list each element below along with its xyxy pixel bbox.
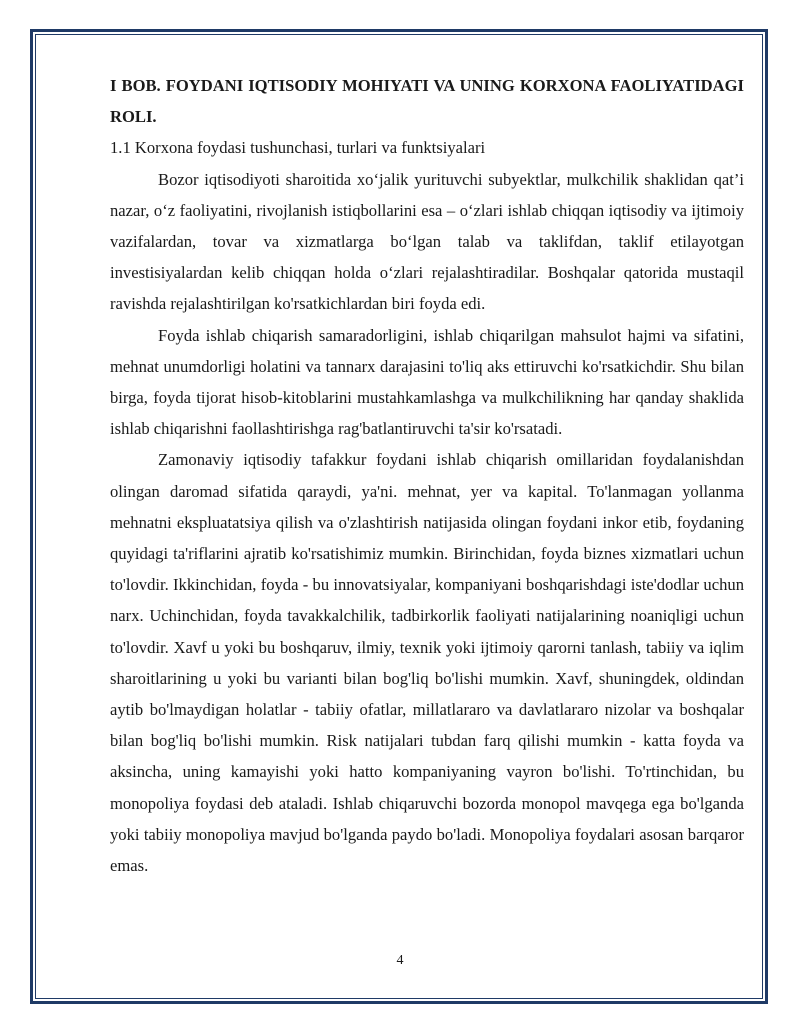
paragraph-2: Foyda ishlab chiqarish samaradorligini, ishlab chiqarilgan mahsulot hajmi va sifatini, mehnat unumdorligi holatini va tannarx darajasini to'liq aks ettiruvchi ko'rsatkichdir. Shu bilan birga, foyda tijorat hisob-kitoblarini mustahkamlashga va mulkchilikning har qanday shaklida ishlab chiqarishni faollashtirishga rag'batlantiruvchi ta'sir ko'rsatadi. xyxy=(110,325,744,439)
section-heading: 1.1 Korxona foydasi tushunchasi, turlari va funktsiyalari xyxy=(110,138,486,158)
chapter-heading: I BOB. FOYDANI IQTISODIY MOHIYATI VA UNING KORXONA FAOLIYATIDAGI ROLI. xyxy=(110,76,744,127)
paragraph-3: Zamonaviy iqtisodiy tafakkur foydani ishlab chiqarish omillaridan foydalanishdan olingan daromad sifatida qaraydi, ya'ni. mehnat, yer va kapital. To'lanmagan yollanma mehnatni ekspluatatsiya qilish va o'zlashtirish natijasida olingan foydani inkor etib, foydaning quyidagi ta'riflarini ajratib ko'rsatishimiz mumkin. Birinchidan, foyda biznes xizmatlari uchun to'lovdir. Ikkinchidan, foyda - bu innovatsiyalar, kompaniyani boshqarishdagi iste'dodlar uchun narx. Uchinchidan, foyda tavakkalchilik, tadbirkorlik faoliyati natijalarining noaniqligi uchun to'lovdir. Xavf u yoki bu boshqaruv, ilmiy, texnik yoki ijtimoiy qarorni tanlash, tabiiy va iqlim sharoitlarining u yoki bu varianti bilan bog'liq bo'lishi mumkin. Xavf, shuningdek, oldindan aytib bo'lmaydigan holatlar - tabiiy ofatlar, millatlararo va davlatlararo nizolar va boshqalar bilan bog'liq bo'lishi mumkin. Risk natijalari tubdan farq qilishi mumkin - katta foyda va aksincha, uning kamayishi yoki hatto kompaniyaning vayron bo'lishi. To'rtinchidan, bu monopoliya foydasi deb ataladi. Ishlab chiqaruvchi bozorda monopol mavqega ega bo'lganda yoki tabiiy monopoliya mavjud bo'lganda paydo bo'ladi. Monopoliya foydalari asosan barqaror emas. xyxy=(110,450,744,876)
paragraph-1: Bozor iqtisodiyoti sharoitida xo‘jalik yurituvchi subyektlar, mulkchilik shaklidan qat’i nazar, o‘z faoliyatini, rivojlanish istiqbollarini esa – o‘zlari ishlab chiqqan iqtisodiy va ijtimoiy vazifalardan, tovar va xizmatlarga bo‘lgan talab va taklifdan, taklif etilayotgan investisiyalardan kelib chiqqan holda o‘zlari rejalashtiradilar. Boshqalar qatorida mustaqil ravishda rejalashtirilgan ko'rsatkichlardan biri foyda edi. xyxy=(110,169,744,314)
document-body xyxy=(110,70,744,881)
page-number: 4 xyxy=(396,953,404,968)
